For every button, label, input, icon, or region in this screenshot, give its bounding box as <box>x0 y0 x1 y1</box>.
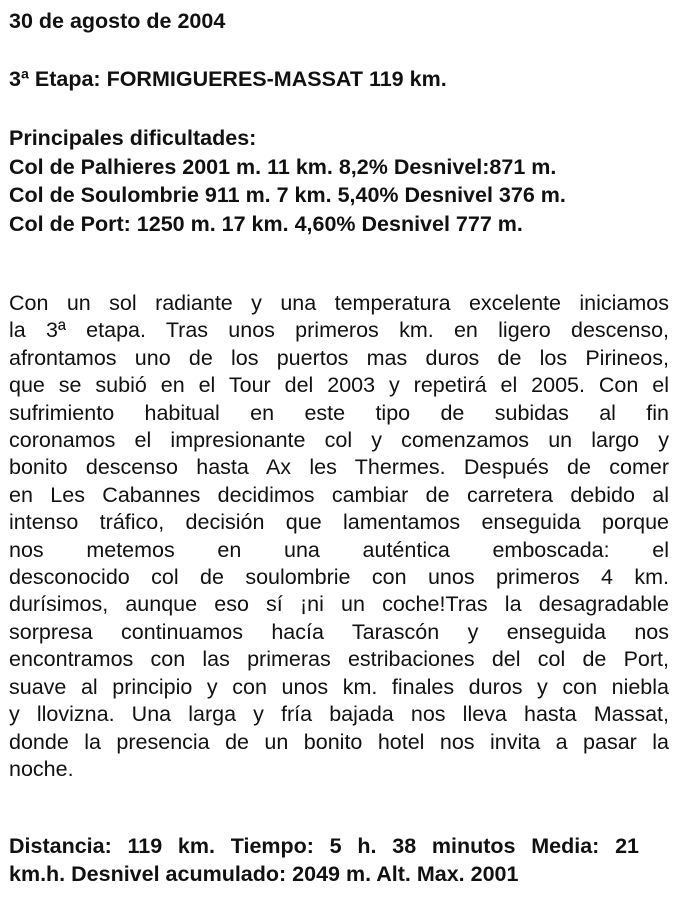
narrative-line: sufrimiento habitual en este tipo de subidas al fin <box>9 400 669 425</box>
summary-line-distance: Distancia: 119 km. Tiempo: 5 h. 38 minutos Media: 21 <box>9 834 639 858</box>
narrative-line: donde la presencia de un bonito hotel nos invita a pasar la <box>9 729 669 754</box>
narrative-line: desconocido col de soulombrie con unos primeros 4 km. <box>9 565 669 590</box>
difficulties-section <box>9 124 566 238</box>
narrative-line: que se subió en el Tour del 2003 y repetirá el 2005. Con el <box>9 373 669 398</box>
stage-prefix: 3ª Etapa: <box>9 67 107 91</box>
narrative-line: y llovizna. Una larga y fría bajada nos lleva hasta Massat, <box>9 702 669 727</box>
stage-summary <box>9 832 639 888</box>
narrative-line: bonito descenso hasta Ax les Thermes. Después de comer <box>9 455 669 480</box>
narrative-line: nos metemos en una auténtica emboscada: el <box>9 537 669 562</box>
narrative-line: coronamos el impresionante col y comenzamos un largo y <box>9 428 669 453</box>
narrative-line: noche. <box>9 756 74 781</box>
narrative-line: suave al principio y con unos km. finales duros y con niebla <box>9 674 669 699</box>
narrative-line: en Les Cabannes decidimos cambiar de carretera debido al <box>9 482 669 507</box>
date-heading: 30 de agosto de 2004 <box>9 9 226 33</box>
narrative-line: durísimos, aunque eso sí ¡ni un coche!Tras la desagradable <box>9 592 669 617</box>
stage-heading <box>9 66 447 92</box>
narrative-line: intenso tráfico, decisión que lamentamos enseguida porque <box>9 510 669 535</box>
narrative-line: la 3ª etapa. Tras unos primeros km. en ligero descenso, <box>9 318 669 343</box>
narrative-line: sorpresa continuamos hacía Tarascón y enseguida nos <box>9 619 669 644</box>
narrative-line: afrontamos uno de los puertos mas duros de los Pirineos, <box>9 345 669 370</box>
narrative-line: Con un sol radiante y una temperatura excelente iniciamos <box>9 291 669 315</box>
narrative-line: encontramos con las primeras estribaciones del col de Port, <box>9 647 669 672</box>
narrative-paragraph <box>9 290 669 783</box>
difficulty-item-port: Col de Port: 1250 m. 17 km. 4,60% Desnivel 777 m. <box>9 211 523 236</box>
difficulties-title: Principales dificultades: <box>9 126 257 150</box>
stage-route: FORMIGUERES-MASSAT 119 km. <box>106 67 447 91</box>
difficulty-item-soulombrie: Col de Soulombrie 911 m. 7 km. 5,40% Desnivel 376 m. <box>9 183 566 207</box>
summary-line-elevation: km.h. Desnivel acumulado: 2049 m. Alt. Max. 2001 <box>9 862 519 886</box>
difficulty-item-palhieres: Col de Palhieres 2001 m. 11 km. 8,2% Desnivel:871 m. <box>9 154 557 179</box>
